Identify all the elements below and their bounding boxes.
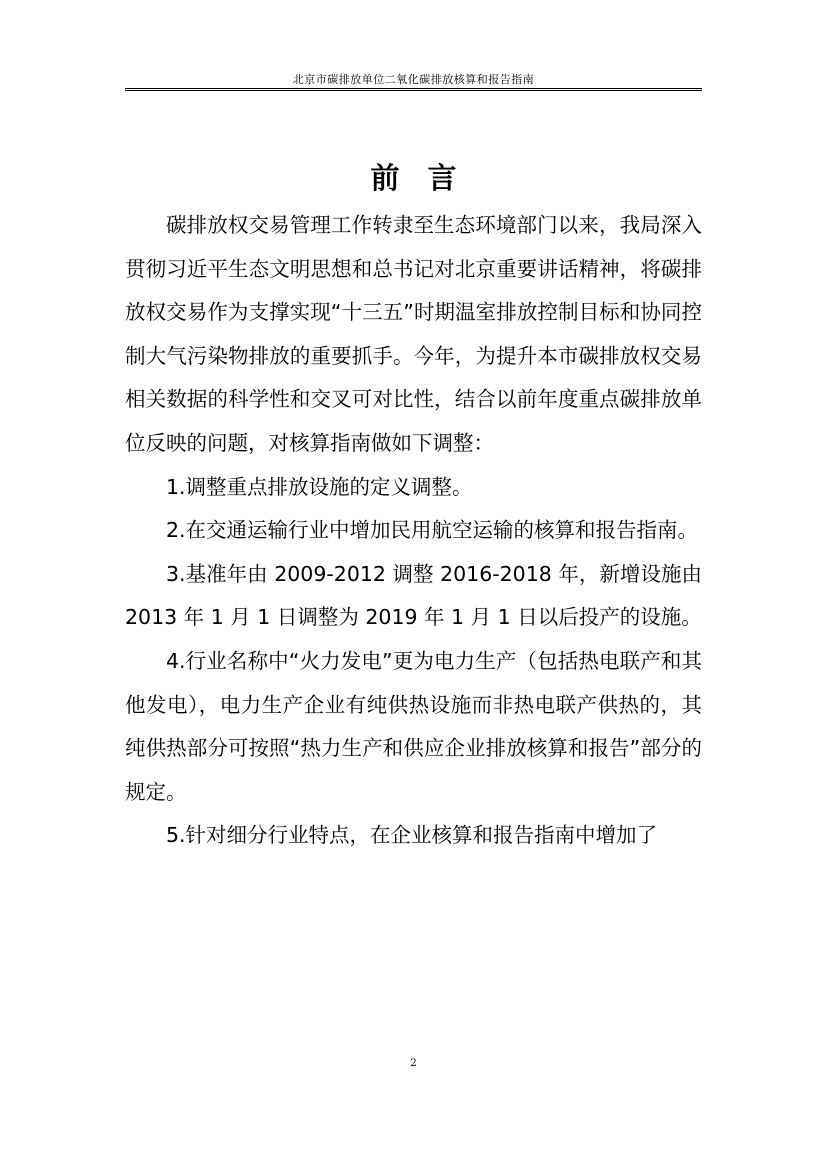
page-title: 前言 bbox=[370, 161, 485, 195]
paragraph: 4.行业名称中“火力发电”更为电力生产（包括热电联产和其他发电），电力生产企业有纯供热设施而非热电联产供热的，其纯供热部分可按照“热力生产和供应企业排放核算和报告”部分的规定。 bbox=[125, 648, 702, 804]
paragraph: 5.针对细分行业特点，在企业核算和报告指南中增加了 bbox=[166, 823, 658, 848]
paragraph: 3.基准年由 2009-2012 调整 2016-2018 年，新增设施由 2013 年 1 月 1 日调整为 2019 年 1 月 1 日以后投产的设施。 bbox=[125, 561, 702, 630]
paragraph: 碳排放权交易管理工作转隶至生态环境部门以来，我局深入贯彻习近平生态文明思想和总书记对北京重要讲话精神，将碳排放权交易作为支撑实现“十三五”时期温室排放控制目标和协同控制大气污染物排放的重要抓手。今年，为提升本市碳排放权交易相关数据的科学性和交叉可对比性，结合以前年度重点碳排放单位反映的问题，对核算指南做如下调整： bbox=[125, 213, 702, 455]
paragraph: 2.在交通运输行业中增加民用航空运输的核算和报告指南。 bbox=[166, 518, 699, 543]
page-number: 2 bbox=[410, 1058, 417, 1069]
paragraph: 1.调整重点排放设施的定义调整。 bbox=[166, 474, 473, 499]
header-rule bbox=[125, 88, 702, 91]
running-header: 北京市碳排放单位二氧化碳排放核算和报告指南 bbox=[292, 73, 535, 86]
body-text bbox=[125, 204, 702, 858]
